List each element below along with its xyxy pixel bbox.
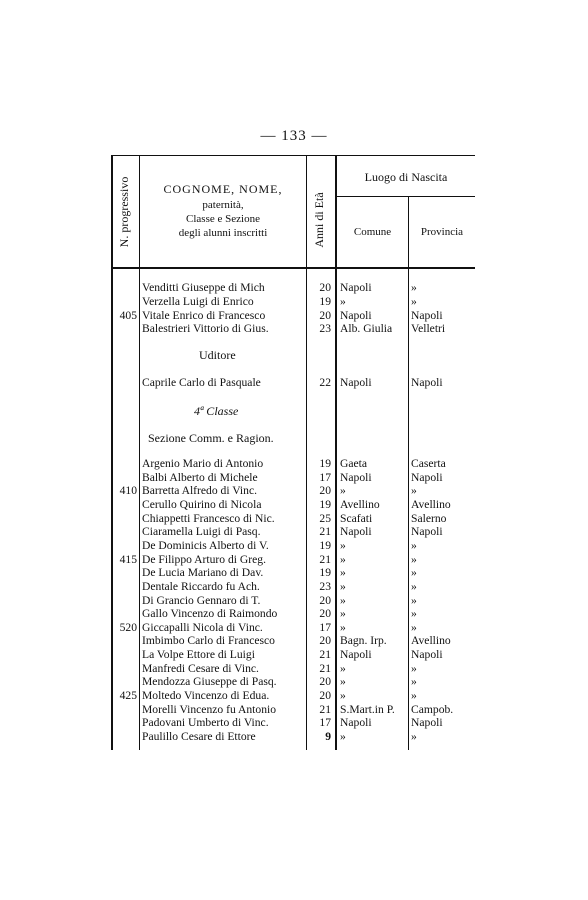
student-age: 20	[319, 634, 331, 648]
student-name: Argenio Mario di Antonio	[142, 457, 264, 470]
birth-provincia: »	[411, 607, 417, 621]
table-row	[0, 553, 588, 567]
birth-provincia: »	[411, 538, 417, 552]
birth-comune: Napoli	[340, 470, 372, 484]
student-name: De Lucia Mariano di Dav.	[142, 566, 264, 580]
birth-provincia: »	[411, 484, 417, 498]
birth-comune: Napoli	[340, 525, 372, 539]
table-row	[0, 730, 588, 744]
header-name-line3: Classe e Sezione	[186, 213, 260, 225]
section-sezione: Sezione Comm. e Ragion.	[148, 431, 274, 445]
page-number: — 133 —	[260, 128, 328, 144]
table-row	[0, 525, 588, 539]
birth-provincia: Napoli	[411, 716, 443, 730]
student-name: Giccapalli Nicola di Vinc.	[142, 620, 263, 634]
student-age: 25	[319, 511, 331, 525]
birth-provincia: »	[411, 552, 417, 566]
table-top-rule	[111, 155, 475, 156]
birth-provincia: Salerno	[411, 511, 447, 525]
birth-provincia: Napoli	[411, 525, 443, 539]
table-row	[0, 512, 588, 526]
student-name: De Filippo Arturo di Greg.	[142, 552, 266, 566]
table-row	[0, 594, 588, 608]
student-age: 20	[319, 593, 331, 607]
student-age: 21	[319, 661, 331, 675]
student-name: Ciaramella Luigi di Pasq.	[142, 525, 261, 539]
table-row	[0, 662, 588, 676]
birth-provincia: »	[411, 661, 417, 675]
section-uditore: Uditore	[199, 348, 236, 362]
student-name: Morelli Vincenzo fu Antonio	[142, 702, 277, 716]
birth-comune: Gaeta	[340, 457, 368, 470]
table-row: Balestrieri Vittorio di Gius. 23 Alb. Giulia Velletri	[142, 322, 446, 335]
student-name: De Dominicis Alberto di V.	[142, 538, 269, 552]
table-row	[0, 539, 588, 553]
student-name: Paulillo Cesare di Ettore	[142, 730, 256, 743]
birth-comune: »	[340, 661, 346, 675]
student-age: 20	[319, 607, 331, 621]
header-name-line2: paternità,	[202, 199, 244, 211]
birth-provincia: »	[411, 593, 417, 607]
birth-provincia: »	[411, 730, 417, 743]
student-name: Barretta Alfredo di Vinc.	[142, 484, 257, 498]
table-row	[0, 471, 588, 485]
student-age: 21	[319, 552, 331, 566]
header-provincia: Provincia	[420, 226, 464, 238]
birth-comune: »	[340, 689, 346, 703]
birth-provincia: »	[411, 620, 417, 634]
birth-comune: »	[340, 552, 346, 566]
birth-comune: Napoli	[340, 648, 372, 662]
student-age: 20	[319, 689, 331, 703]
student-name: Imbimbo Carlo di Francesco	[142, 634, 275, 648]
table-row	[0, 703, 588, 717]
header-luogo: Luogo di Nascita	[364, 170, 448, 184]
student-name: Di Grancio Gennaro di T.	[142, 593, 261, 607]
table-row: Caprile Carlo di Pasquale 22 Napoli Napoli	[142, 376, 443, 389]
birth-provincia: »	[411, 689, 417, 703]
student-name: Manfredi Cesare di Vinc.	[142, 661, 259, 675]
row-number: 425	[119, 689, 137, 703]
student-age: 20	[319, 675, 331, 689]
birth-comune: »	[340, 538, 346, 552]
birth-comune: »	[340, 620, 346, 634]
table-row	[0, 484, 588, 498]
table-row	[0, 457, 588, 471]
row-number: 520	[119, 620, 137, 634]
student-name: Dentale Riccardo fu Ach.	[142, 579, 260, 593]
student-age: 19	[319, 566, 331, 580]
student-age: 21	[319, 702, 331, 716]
student-age: 17	[319, 620, 331, 634]
table-row	[0, 580, 588, 594]
birth-comune: »	[340, 607, 346, 621]
student-age: 17	[319, 716, 331, 730]
student-name: Balbi Alberto di Michele	[142, 470, 258, 484]
student-age: 19	[319, 538, 331, 552]
luogo-rule	[337, 196, 475, 197]
birth-provincia: »	[411, 566, 417, 580]
student-age: 19	[319, 457, 331, 470]
student-name: Moltedo Vincenzo di Edua.	[142, 689, 270, 703]
table-row	[0, 607, 588, 621]
row-number: 415	[119, 552, 137, 566]
table-row	[0, 566, 588, 580]
student-age: 17	[319, 470, 331, 484]
student-age: 19	[319, 497, 331, 511]
student-age: 23	[319, 579, 331, 593]
student-age: 21	[319, 648, 331, 662]
birth-provincia: »	[411, 675, 417, 689]
birth-provincia: Napoli	[411, 470, 443, 484]
birth-comune: Avellino	[340, 497, 380, 511]
header-progressivo: N. progressivo	[117, 176, 131, 248]
birth-provincia: Campob.	[411, 702, 454, 716]
table-row	[0, 634, 588, 648]
header-eta: Anni di Età	[312, 192, 326, 248]
header-comune: Comune	[353, 226, 392, 238]
birth-comune: »	[340, 675, 346, 689]
birth-provincia: »	[411, 579, 417, 593]
header-bottom-rule	[111, 267, 475, 269]
table-row	[0, 621, 588, 635]
header-name-line1: COGNOME, NOME,	[163, 182, 283, 196]
birth-comune: »	[340, 484, 346, 498]
student-name: Chiappetti Francesco di Nic.	[142, 511, 275, 525]
birth-provincia: Avellino	[411, 634, 451, 648]
birth-comune: Napoli	[340, 716, 372, 730]
student-name: Cerullo Quirino di Nicola	[142, 497, 262, 511]
student-age: 20	[319, 484, 331, 498]
table-row	[0, 498, 588, 512]
table-row	[0, 648, 588, 662]
birth-comune: Bagn. Irp.	[340, 634, 387, 648]
birth-comune: S.Mart.in P.	[340, 702, 395, 716]
section-classe: 4ª Classe	[194, 404, 239, 418]
table-row	[0, 689, 588, 703]
birth-comune: »	[340, 566, 346, 580]
student-age: 9	[325, 730, 331, 743]
birth-comune: »	[340, 579, 346, 593]
table-row: 405 Vitale Enrico di Francesco 20 Napoli Napoli	[119, 309, 443, 322]
student-age: 21	[319, 525, 331, 539]
row-number: 410	[119, 484, 137, 498]
student-name: Gallo Vincenzo di Raimondo	[142, 607, 278, 621]
birth-provincia: Avellino	[411, 497, 451, 511]
birth-comune: »	[340, 730, 346, 743]
student-name: Padovani Umberto di Vinc.	[142, 716, 269, 730]
student-name: La Volpe Ettore di Luigi	[142, 648, 255, 662]
header-name-line4: degli alunni inscritti	[178, 227, 268, 239]
birth-comune: Scafati	[340, 511, 373, 525]
table-row	[0, 675, 588, 689]
student-name: Mendozza Giuseppe di Pasq.	[142, 675, 277, 689]
table-row: Verzella Luigi di Enrico 19 » »	[142, 295, 417, 308]
birth-provincia: Caserta	[411, 457, 446, 470]
table-row: Venditti Giuseppe di Mich 20 Napoli »	[142, 281, 417, 294]
table-row	[0, 716, 588, 730]
birth-comune: »	[340, 593, 346, 607]
birth-provincia: Napoli	[411, 648, 443, 662]
